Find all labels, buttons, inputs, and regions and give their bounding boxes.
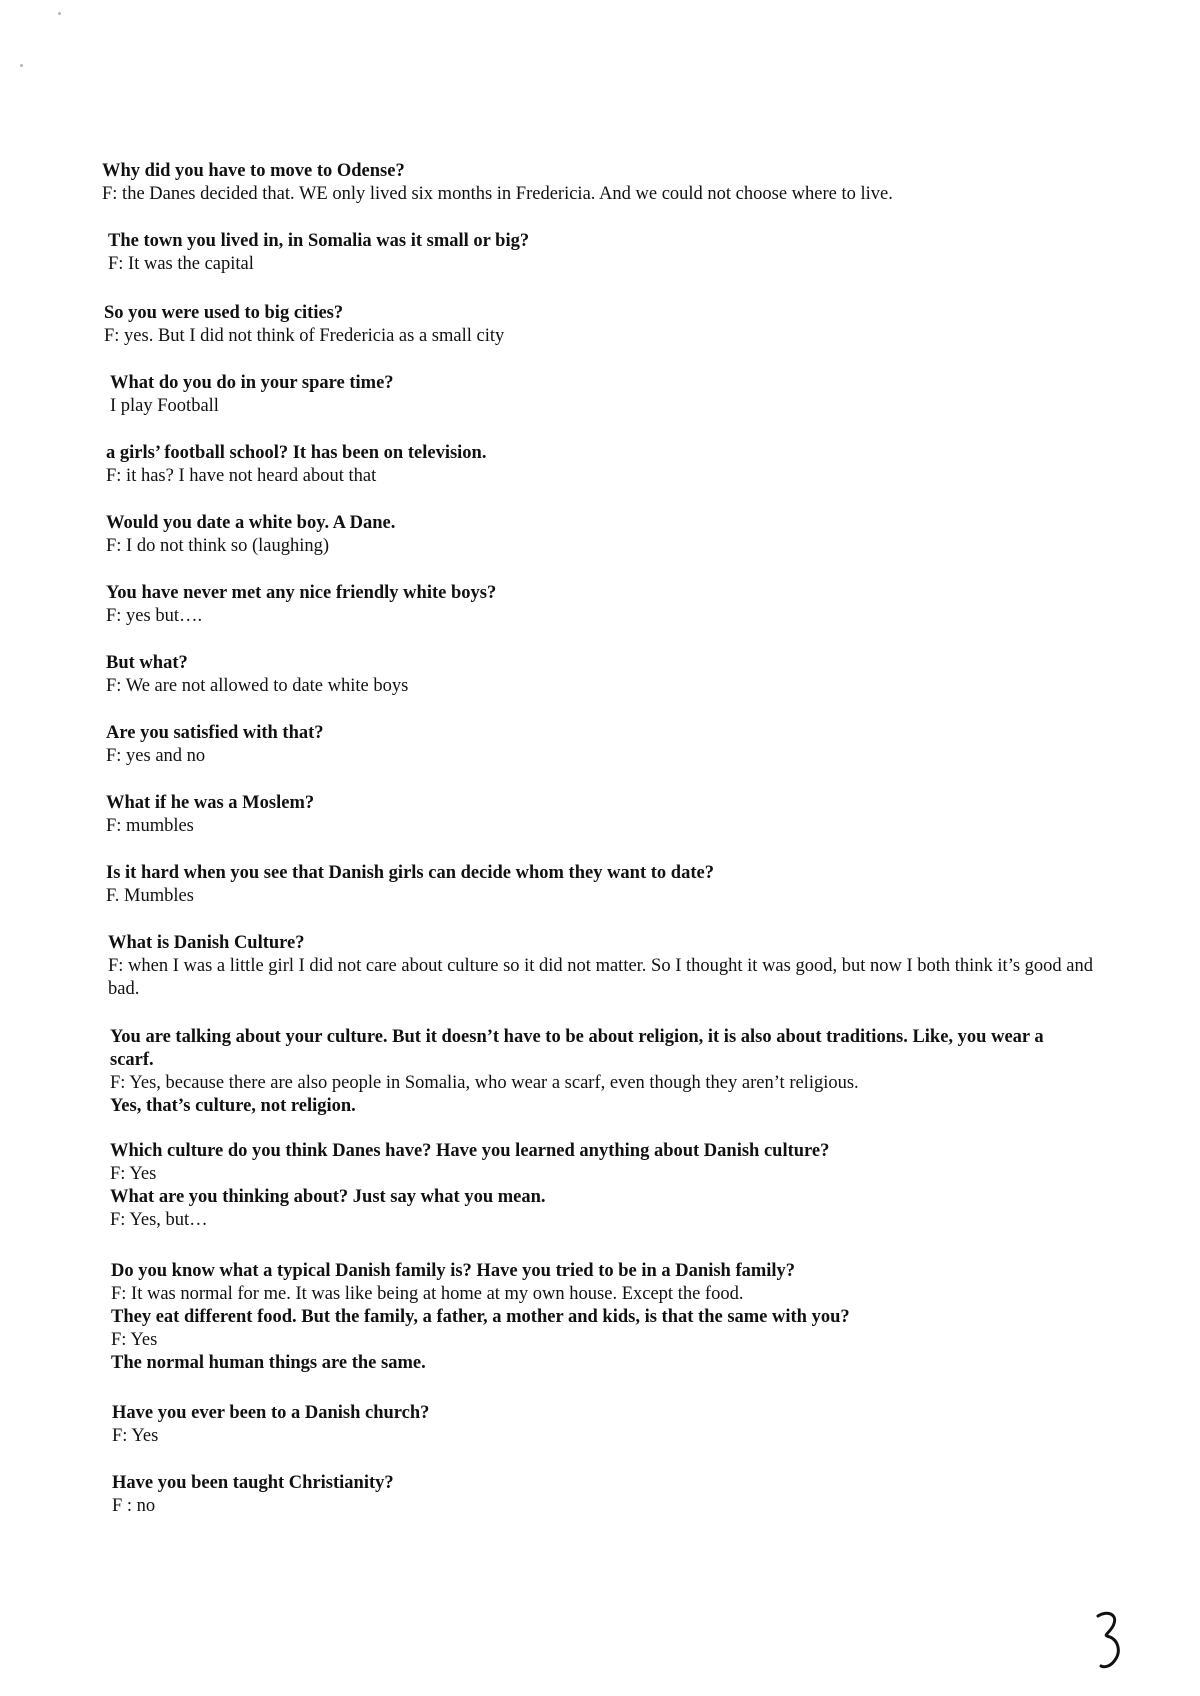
scan-speck [58, 12, 61, 15]
interviewer-question: What do you do in your spare time? [110, 373, 394, 393]
qa-entry [108, 230, 1108, 276]
qa-entry [106, 652, 1106, 698]
qa-entry [106, 512, 1106, 558]
qa-entry [104, 302, 1104, 348]
interviewee-answer: F: Yes [112, 1426, 159, 1446]
qa-entry [110, 1140, 1110, 1232]
qa-entry [111, 1260, 1111, 1375]
interviewer-question: What is Danish Culture? [108, 933, 305, 953]
interviewee-answer: F: Yes [110, 1164, 157, 1184]
qa-entry [102, 160, 1102, 206]
interviewee-answer: F: mumbles [106, 816, 194, 836]
qa-entry [106, 722, 1106, 768]
interviewer-question: Why did you have to move to Odense? [102, 161, 405, 181]
interviewee-answer: F: I do not think so (laughing) [106, 536, 330, 556]
interviewer-question: Would you date a white boy. A Dane. [106, 513, 396, 533]
qa-entry [106, 792, 1106, 838]
interviewer-question: Have you ever been to a Danish church? [112, 1403, 430, 1423]
interviewee-answer: F: when I was a little girl I did not care about culture so it did not matter. So I thought it was good, but now I both think it’s good and bad. [108, 956, 1093, 999]
interviewee-answer: I play Football [110, 396, 219, 416]
interviewer-question: a girls’ football school? It has been on television. [106, 443, 487, 463]
handwritten-page-number [1091, 1608, 1131, 1670]
interviewee-answer: F: the Danes decided that. WE only lived six months in Fredericia. And we could not choose where to live. [102, 184, 893, 204]
interviewee-answer: F: Yes, because there are also people in Somalia, who wear a scarf, even though they aren’t religious. [110, 1073, 859, 1093]
interviewee-answer: F: Yes [111, 1330, 158, 1350]
interviewee-answer: F: It was the capital [108, 254, 254, 274]
interviewee-answer: F: yes. But I did not think of Fredericia as a small city [104, 326, 505, 346]
qa-entry [106, 442, 1106, 488]
interviewer-question: They eat different food. But the family, a father, a mother and kids, is that the same with you? [111, 1307, 850, 1327]
interviewee-answer: F: It was normal for me. It was like being at home at my own house. Except the food. [111, 1284, 744, 1304]
interviewee-answer: F: yes but…. [106, 606, 203, 626]
interviewee-answer: F: it has? I have not heard about that [106, 466, 377, 486]
interviewer-question: You have never met any nice friendly white boys? [106, 583, 497, 603]
interviewer-question: Which culture do you think Danes have? Have you learned anything about Danish culture? [110, 1141, 830, 1161]
interviewer-question: But what? [106, 653, 188, 673]
interviewee-answer: F: yes and no [106, 746, 206, 766]
interviewer-question: The town you lived in, in Somalia was it small or big? [108, 231, 530, 251]
qa-entry [110, 1026, 1085, 1118]
interviewee-answer: F: Yes, but… [110, 1210, 208, 1230]
qa-entry [112, 1402, 1112, 1448]
interviewer-question: Is it hard when you see that Danish girls can decide whom they want to date? [106, 863, 714, 883]
qa-entry [106, 862, 1106, 908]
interviewer-question: You are talking about your culture. But it doesn’t have to be about religion, it is also about traditions. Like, you wear a scarf. [110, 1027, 1044, 1070]
qa-entry [112, 1472, 1112, 1518]
interviewer-question: Yes, that’s culture, not religion. [110, 1096, 356, 1116]
interviewer-question: So you were used to big cities? [104, 303, 344, 323]
interviewer-question: The normal human things are the same. [111, 1353, 426, 1373]
interviewee-answer: F. Mumbles [106, 886, 194, 906]
interviewer-question: Do you know what a typical Danish family is? Have you tried to be in a Danish family? [111, 1261, 796, 1281]
interviewer-question: Are you satisfied with that? [106, 723, 324, 743]
scan-speck [20, 64, 23, 67]
qa-entry [108, 932, 1098, 1001]
interviewer-question: Have you been taught Christianity? [112, 1473, 394, 1493]
interviewer-question: What if he was a Moslem? [106, 793, 315, 813]
interviewer-question: What are you thinking about? Just say what you mean. [110, 1187, 546, 1207]
interviewee-answer: F: We are not allowed to date white boys [106, 676, 409, 696]
qa-entry [106, 582, 1106, 628]
qa-entry [110, 372, 1110, 418]
interviewee-answer: F : no [112, 1496, 156, 1516]
